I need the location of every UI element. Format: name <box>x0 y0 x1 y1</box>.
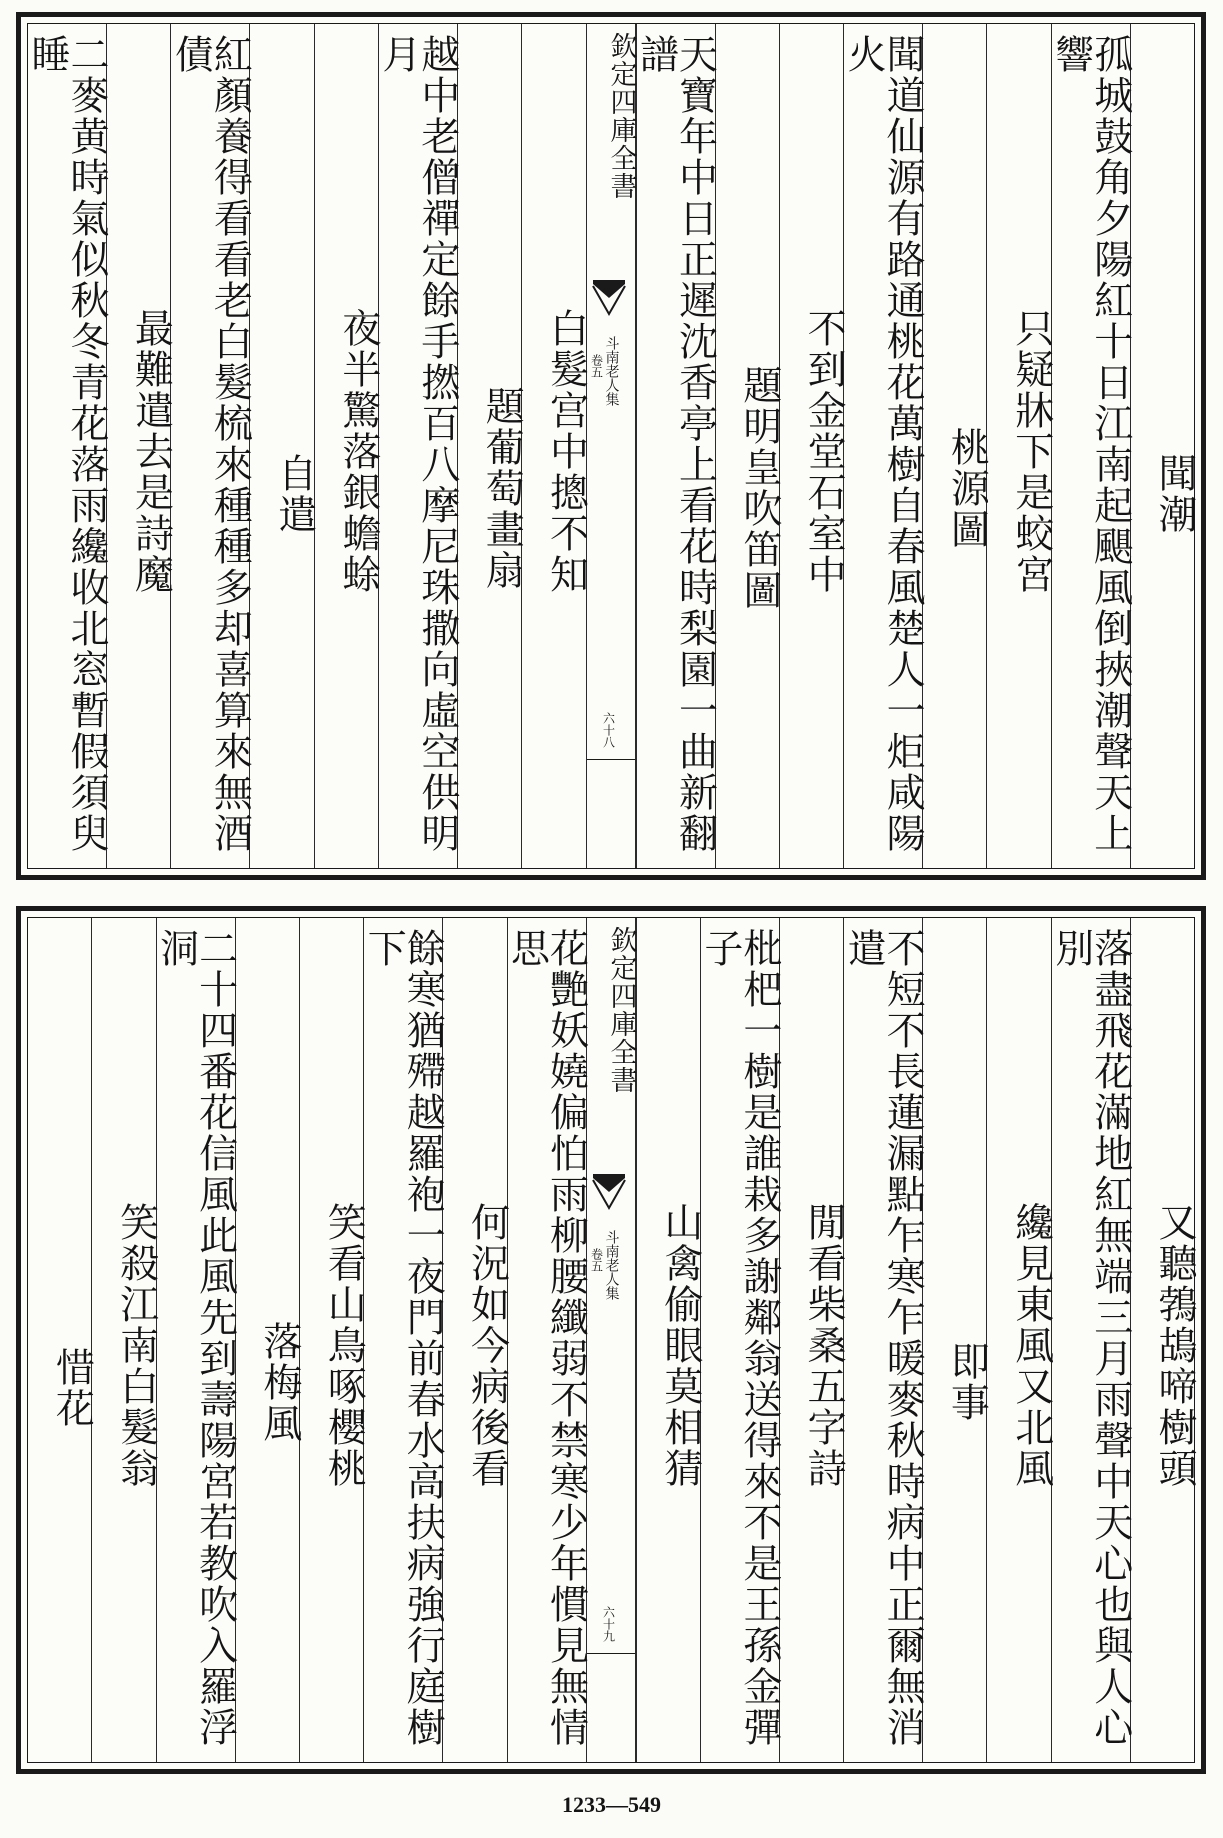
text-column <box>91 918 159 1762</box>
text-column <box>457 24 525 868</box>
text-column <box>1130 24 1197 868</box>
poem-title: 桃源圖 <box>944 426 990 550</box>
center-title: 欽定四庫全書 <box>605 926 637 1094</box>
text-column <box>779 918 847 1762</box>
poem-line: 何況如今病後看 <box>464 1201 510 1489</box>
text-column <box>153 918 238 1762</box>
poem-line: 落盡飛花滿地紅無端三月雨聲中天心也與人心別 <box>1048 928 1133 1748</box>
text-column <box>697 918 782 1762</box>
text-column <box>442 918 510 1762</box>
text-column <box>504 918 589 1762</box>
poem-line: 最難遣去是詩魔 <box>128 307 174 595</box>
text-column <box>922 918 990 1762</box>
poem-line: 二十四番花信風此風先到壽陽宮若教吹入羅浮洞 <box>153 928 238 1748</box>
center-fold-column <box>586 24 636 868</box>
fish-tail-icon <box>591 278 627 318</box>
text-column <box>922 24 990 868</box>
center-volume: 卷五 <box>589 354 604 378</box>
poem-line: 枇杷一樹是誰栽多謝鄰翁送得來不是王孫金彈子 <box>697 928 782 1748</box>
poem-line: 笑看山鳥啄櫻桃 <box>321 1201 367 1489</box>
text-column <box>168 24 253 868</box>
center-rule <box>587 759 635 760</box>
poem-line: 二麥黄時氣似秋冬青花落雨纔收北窓暫假須臾睡 <box>25 34 110 854</box>
text-column <box>779 24 847 868</box>
poem-line: 夜半驚落銀蟾蜍 <box>335 307 381 595</box>
center-page-number: 六十九 <box>601 1606 616 1642</box>
poem-line: 孤城鼓角夕陽紅十日江南起颶風倒挾潮聲天上響 <box>1048 34 1133 854</box>
text-column <box>1048 918 1133 1762</box>
poem-line: 又聽鵓鴣啼樹頭 <box>1152 1201 1197 1489</box>
center-fold-column <box>586 918 636 1762</box>
poem-line: 餘寒猶殢越羅袍一夜門前春水高扶病強行庭樹下 <box>361 928 446 1748</box>
poem-title: 自遣 <box>271 452 317 535</box>
text-column <box>28 918 95 1762</box>
text-column <box>299 918 367 1762</box>
poem-line: 天寶年中日正遲沈香亭上看花時梨園一曲新翻譜 <box>633 34 718 854</box>
poem-line: 聞道仙源有路通桃花萬樹自春風楚人一炬咸陽火 <box>841 34 926 854</box>
poem-line: 紅顏養得看看老白髮梳來種種多却喜算來無酒債 <box>168 34 253 854</box>
poem-title: 題明皇吹笛圖 <box>736 365 782 611</box>
text-column <box>314 24 381 868</box>
text-column <box>841 24 926 868</box>
text-column <box>986 24 1054 868</box>
poem-title: 惜花 <box>49 1346 95 1429</box>
text-column <box>375 24 460 868</box>
text-column <box>986 918 1054 1762</box>
top-page-panel <box>16 12 1206 880</box>
page-footer-number: 1233—549 <box>562 1792 661 1817</box>
text-column <box>1130 918 1197 1762</box>
center-title: 欽定四庫全書 <box>605 32 637 200</box>
poem-line: 越中老僧禪定餘手撚百八摩尼珠撒向虛空供明月 <box>375 34 460 854</box>
poem-title: 落梅風 <box>256 1320 302 1444</box>
text-column <box>361 918 446 1762</box>
text-column <box>715 24 782 868</box>
poem-title: 即事 <box>944 1341 990 1423</box>
text-column <box>106 24 174 868</box>
poem-line: 只疑牀下是蛟宮 <box>1008 307 1054 595</box>
text-column <box>636 918 703 1762</box>
text-column <box>521 24 589 868</box>
top-text-columns <box>27 23 1195 869</box>
poem-line: 笑殺江南白髮翁 <box>113 1201 159 1489</box>
poem-line: 白髮宫中摠不知 <box>543 307 589 595</box>
center-book-title: 斗南老人集 <box>603 1230 620 1300</box>
poem-line: 不短不長蓮漏點乍寒乍暖麥秋時病中正爾無消遣 <box>841 928 926 1748</box>
poem-line: 花艷妖嬈偏怕雨柳腰纖弱不禁寒少年慣見無情思 <box>504 928 589 1748</box>
center-page-number: 六十八 <box>601 712 616 748</box>
poem-title: 聞潮 <box>1152 452 1197 535</box>
fish-tail-icon <box>591 1172 627 1212</box>
center-rule <box>587 1653 635 1654</box>
text-column <box>25 24 110 868</box>
text-column <box>249 24 317 868</box>
text-column <box>841 918 926 1762</box>
text-column <box>1048 24 1133 868</box>
poem-title: 題葡萄畫扇 <box>479 385 525 591</box>
poem-line: 不到金堂石室中 <box>801 307 847 595</box>
poem-line: 纔見東風又北風 <box>1008 1201 1054 1489</box>
poem-line: 山禽偷眼莫相猜 <box>657 1201 703 1489</box>
text-column <box>633 24 718 868</box>
poem-line: 閒看柴桑五字詩 <box>801 1201 847 1489</box>
center-volume: 卷五 <box>589 1248 604 1272</box>
bottom-text-columns <box>27 917 1195 1763</box>
center-book-title: 斗南老人集 <box>603 336 620 406</box>
text-column <box>235 918 302 1762</box>
bottom-page-panel <box>16 906 1206 1774</box>
